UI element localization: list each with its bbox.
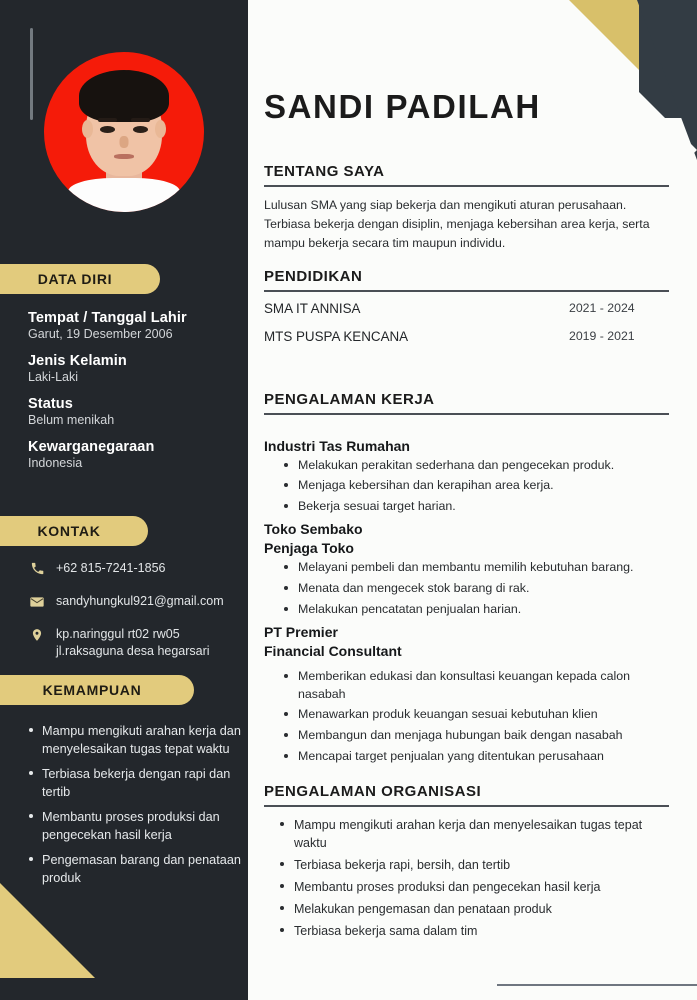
list-item: Membantu proses produksi dan pengecekan hasil kerja [42, 808, 242, 844]
job-duties-list [264, 457, 669, 516]
location-pin-icon [28, 627, 46, 643]
section-heading-kontak: KONTAK [0, 516, 148, 546]
contact-address-line1: kp.naringgul rt02 rw05 [56, 626, 180, 641]
section-heading-tentang-saya: TENTANG SAYA [264, 163, 385, 180]
section-tentang-saya [264, 163, 669, 253]
section-heading-pengalaman-kerja: PENGALAMAN KERJA [264, 391, 435, 408]
contact-item-address[interactable] [28, 626, 243, 660]
list-item: Menata dan mengecek stok barang di rak. [298, 580, 669, 598]
contact-list [28, 560, 243, 676]
divider [264, 185, 669, 187]
job-duties-list [264, 668, 669, 765]
phone-icon [28, 561, 46, 576]
skills-list [24, 722, 248, 894]
list-item: Melakukan perakitan sederhana dan pengecekan produk. [298, 457, 669, 475]
list-item: Terbiasa bekerja sama dalam tim [294, 922, 669, 940]
list-item: Menawarkan produk keuangan sesuai kebutuhan klien [298, 706, 669, 724]
job-duties-list [264, 559, 669, 618]
job-entry [264, 624, 669, 765]
section-heading-pengalaman-organisasi: PENGALAMAN ORGANISASI [264, 783, 482, 800]
sidebar-bottom-strip [0, 978, 248, 1000]
list-item: Pengemasan barang dan penataan produk [42, 851, 242, 887]
list-item: Bekerja sesuai target harian. [298, 498, 669, 516]
education-period: 2019 - 2021 [569, 329, 635, 343]
about-text: Lulusan SMA yang siap bekerja dan mengikuti aturan perusahaan. Terbiasa bekerja dengan disiplin, menjaga kebersihan area kerja, serta mampu bekerja secara tim maupun individu. [264, 197, 650, 250]
field-label-birthplace: Tempat / Tanggal Lahir [28, 310, 187, 326]
section-heading-kemampuan: KEMAMPUAN [0, 675, 194, 705]
education-school: MTS PUSPA KENCANA [264, 328, 409, 344]
list-item: Menjaga kebersihan dan kerapihan area kerja. [298, 477, 669, 495]
field-value-birthplace: Garut, 19 Desember 2006 [28, 327, 173, 341]
field-label-nationality: Kewarganegaraan [28, 439, 155, 455]
divider [264, 805, 669, 807]
job-company: Toko Sembako [264, 521, 363, 538]
divider [264, 290, 669, 292]
education-row [264, 329, 669, 344]
list-item: Membantu proses produksi dan pengecekan hasil kerja [294, 878, 669, 896]
field-label-gender: Jenis Kelamin [28, 353, 127, 369]
data-diri-list [28, 310, 228, 482]
list-item: Melakukan pencatatan penjualan harian. [298, 601, 669, 619]
education-period: 2021 - 2024 [569, 301, 635, 315]
job-company: Industri Tas Rumahan [264, 437, 410, 454]
contact-item-email[interactable] [28, 593, 243, 610]
section-pengalaman-organisasi [264, 783, 669, 944]
list-item: Terbiasa bekerja rapi, bersih, dan tertib [294, 856, 669, 874]
field-value-nationality: Indonesia [28, 456, 83, 470]
list-item: Terbiasa bekerja dengan rapi dan tertib [42, 765, 242, 801]
section-heading-data-diri: DATA DIRI [0, 264, 160, 294]
vertical-line-decoration [30, 28, 33, 120]
portrait-photo [70, 62, 178, 212]
field-value-gender: Laki-Laki [28, 370, 79, 384]
contact-email-text: sandyhungkul921@gmail.com [56, 593, 224, 608]
sidebar [0, 0, 248, 1000]
section-pengalaman-kerja [264, 391, 669, 771]
main-content [248, 0, 697, 1000]
contact-phone-text: +62 815-7241-1856 [56, 561, 166, 575]
divider [264, 413, 669, 415]
gold-triangle-bottom-left-decoration [0, 883, 95, 978]
section-heading-pendidikan: PENDIDIKAN [264, 268, 363, 285]
avatar [44, 52, 204, 212]
contact-address-text [56, 626, 210, 660]
education-row [264, 301, 669, 316]
contact-item-phone[interactable] [28, 560, 243, 577]
envelope-icon [28, 594, 46, 610]
organisation-list [264, 816, 669, 941]
job-role: Penjaga Toko [264, 540, 354, 557]
field-label-status: Status [28, 396, 73, 412]
section-pendidikan [264, 268, 669, 357]
list-item: Mampu mengikuti arahan kerja dan menyelesaikan tugas tepat waktu [294, 816, 669, 852]
job-company: PT Premier [264, 624, 338, 641]
list-item: Memberikan edukasi dan konsultasi keuangan kepada calon nasabah [298, 668, 669, 703]
job-entry [264, 521, 669, 618]
list-item: Melakukan pengemasan dan penataan produk [294, 900, 669, 918]
list-item: Melayani pembeli dan membantu memilih kebutuhan barang. [298, 559, 669, 577]
job-entry [264, 438, 669, 516]
list-item: Membangun dan menjaga hubungan baik dengan nasabah [298, 727, 669, 745]
list-item: Mencapai target penjualan yang ditentukan perusahaan [298, 748, 669, 766]
field-value-status: Belum menikah [28, 413, 115, 427]
contact-address-line2: jl.raksaguna desa hegarsari [56, 643, 210, 658]
page-title: SANDI PADILAH [264, 88, 541, 125]
list-item: Mampu mengikuti arahan kerja dan menyelesaikan tugas tepat waktu [42, 722, 242, 758]
job-role: Financial Consultant [264, 643, 402, 660]
education-school: SMA IT ANNISA [264, 300, 361, 316]
